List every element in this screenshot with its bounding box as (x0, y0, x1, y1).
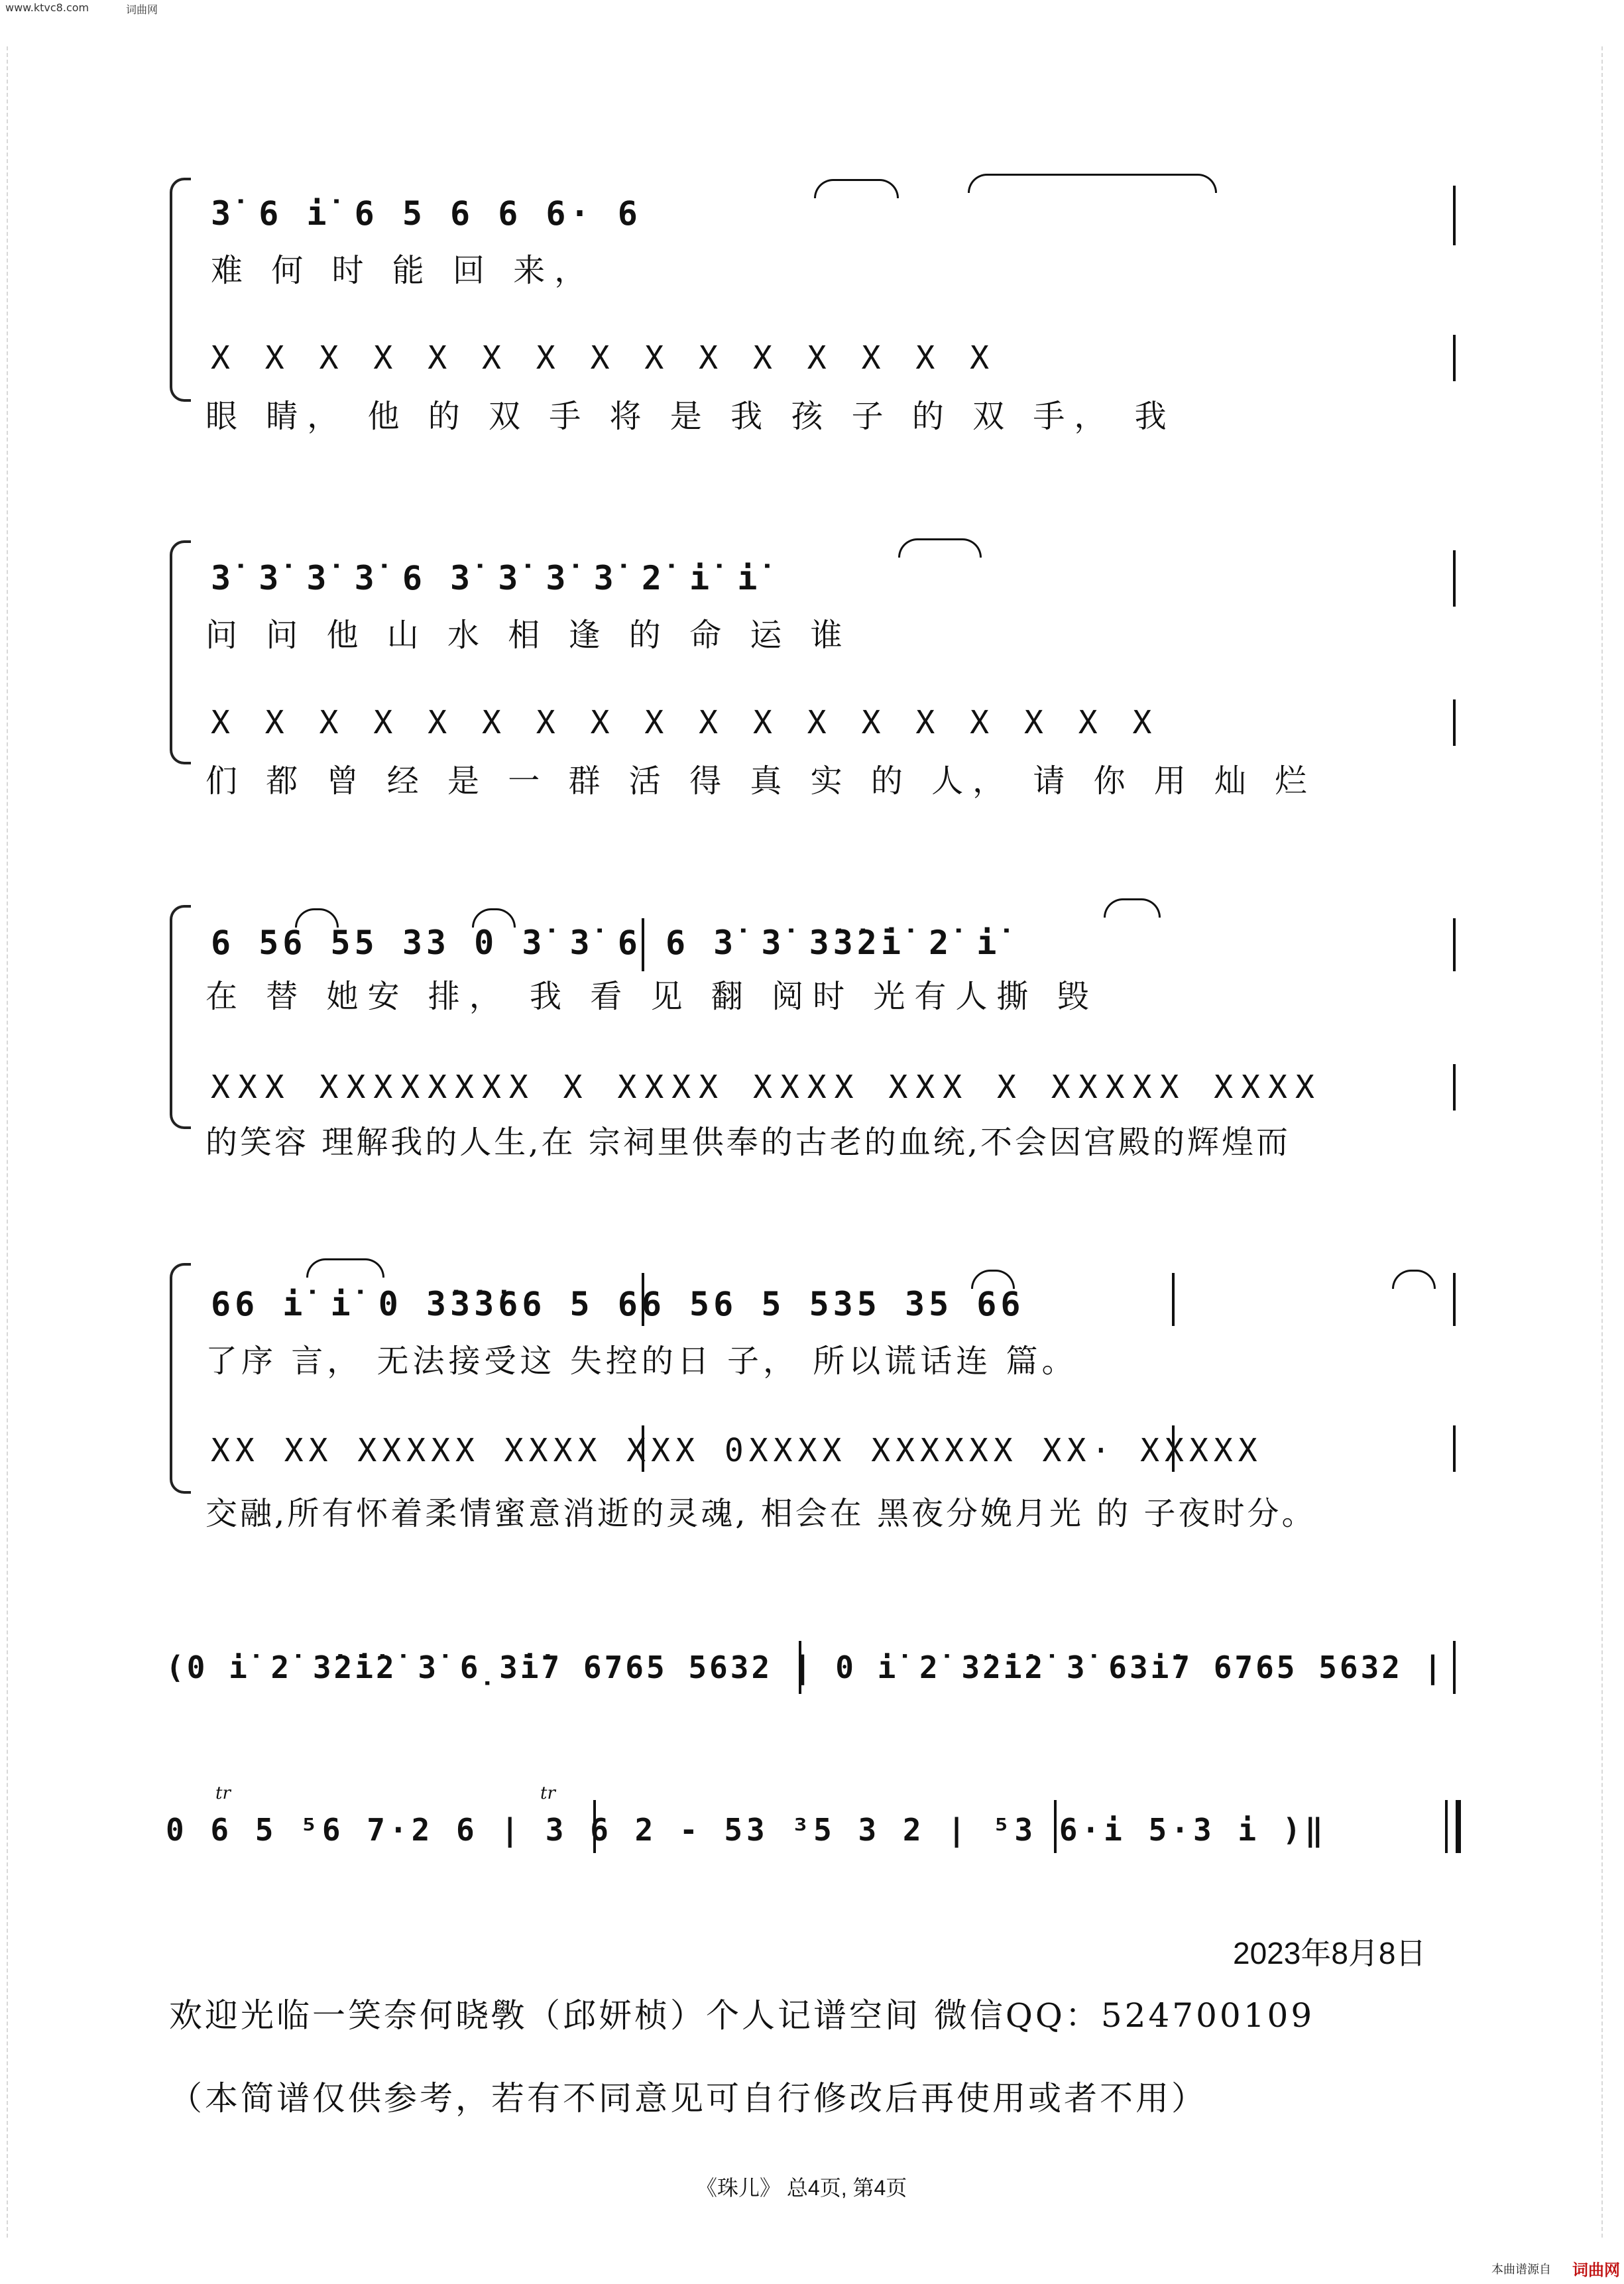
left-margin-watermark (7, 46, 23, 2238)
melody-line: 3̇ 3̇ 3̇ 3̇ 6 3̇ 3̇ 3̇ 3̇ 2̇ i̇ i̇ (211, 559, 762, 597)
site-url[interactable]: www.ktvc8.com (5, 1, 89, 14)
barline (1453, 918, 1456, 971)
barline (1172, 1273, 1175, 1326)
melody-line: 66 i̇ i̇ 0 3̇3̇3̇66 5 66 56 5 535 35 66 (211, 1285, 1025, 1323)
system-brace (170, 178, 191, 402)
verse-line: 的笑容 理解我的人生,在 宗祠里供奉的古老的血统,不会因宫殿的辉煌而 (205, 1124, 1291, 1161)
welcome-line: 欢迎光临一笑奈何晓斆（邱妍桢）个人记谱空间 微信QQ：524700109 (169, 1996, 1315, 2035)
verse-line: 眼 睛， 他 的 双 手 将 是 我 孩 子 的 双 手， 我 (205, 398, 1176, 435)
slur (968, 174, 1217, 193)
barline (1453, 186, 1456, 245)
interlude-line-1: (0 i̇ 2̇ 3̇2̇i̇2̇ 3̇ 6̣3̇i̇7 6765 5632 | 0 i̇ 2̇ 3̇2̇i̇2̇ 3̇ 63i̇7 6765 5632 | (166, 1650, 1445, 1685)
barline (1453, 550, 1456, 607)
verse-line: 们 都 曾 经 是 一 群 活 得 真 实 的 人， 请 你 用 灿 烂 (205, 762, 1316, 800)
barline (1445, 1800, 1448, 1853)
slur (898, 538, 982, 558)
slur (1392, 1270, 1436, 1289)
system-brace (170, 540, 191, 764)
barline (1453, 699, 1456, 746)
disclaimer-line: （本简谱仅供参考，若有不同意见可自行修改后再使用或者不用） (169, 2079, 1207, 2118)
barline (1453, 1641, 1456, 1694)
lyrics-line: 了序 言， 无法接受这 失控的日 子， 所以谎话连 篇。 (205, 1343, 1078, 1380)
verse-line: 交融,所有怀着柔情蜜意消逝的灵魂, 相会在 黑夜分娩月光 的 子夜时分。 (205, 1495, 1316, 1532)
system-brace (170, 1263, 191, 1494)
right-margin-watermark (1601, 46, 1617, 2238)
rhythm-line: X X X X X X X X X X X X X X X X X X (211, 704, 1160, 741)
lyrics-line: 难 何 时 能 回 来， (211, 252, 596, 289)
site-name: 词曲网 (126, 3, 158, 16)
score-date: 2023年8月8日 (1233, 1936, 1426, 1970)
rhythm-line: X X X X X X X X X X X X X X X (211, 339, 998, 377)
lyrics-line: 在 替 她安 排， 我 看 见 翻 阅时 光有人撕 毁 (205, 978, 1098, 1015)
system-brace (170, 905, 191, 1129)
final-barline (1456, 1800, 1461, 1853)
source-note: 本曲谱源自 (1491, 2263, 1551, 2277)
barline (1453, 1425, 1456, 1472)
slur (1104, 898, 1161, 918)
interlude-line-2: 0 6 5 ⁵6 7·2 6 | 3 6 2 - 53 ³5 3 2 | ⁵3 6·i 5·3 i )‖ (166, 1812, 1328, 1848)
slur (306, 1258, 384, 1278)
rhythm-line: XXX XXXXXXXX X XXXX XXXX XXX X XXXXX XXXX (211, 1069, 1322, 1106)
slur (814, 179, 899, 198)
barline (1453, 335, 1456, 381)
trill-mark: tr (215, 1783, 231, 1803)
melody-line: 6 56 55 33 0 3̇ 3̇ 6 6 3̇ 3̇ 3̇3̇2̇i̇ 2̇ i̇ (211, 924, 1001, 962)
trill-mark: tr (540, 1783, 555, 1803)
page-footer: 《珠儿》 总4页, 第4页 (696, 2176, 907, 2200)
barline (1453, 1273, 1456, 1326)
melody-line: 3̇ 6 i̇ 6 5 6 6 6· 6 (211, 194, 642, 233)
site-logo[interactable]: 词曲网 (1572, 2261, 1620, 2279)
lyrics-line: 问 问 他 山 水 相 逢 的 命 运 谁 (205, 617, 852, 654)
rhythm-line: XX XX XXXXX XXXX XXX 0XXXX XXXXXX XX· XXXXX (211, 1432, 1263, 1469)
barline (1453, 1064, 1456, 1111)
